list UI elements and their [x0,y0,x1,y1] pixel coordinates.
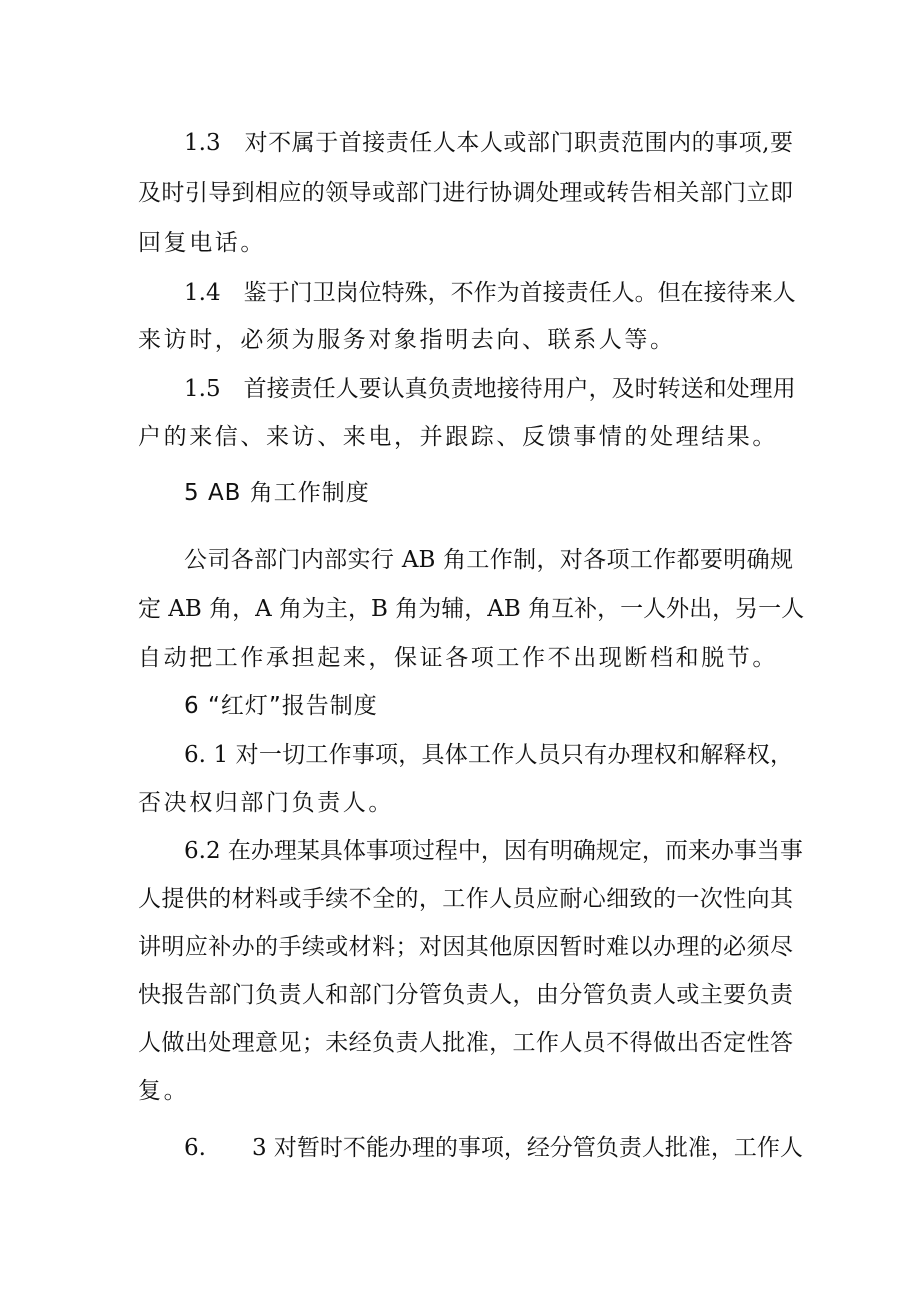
paragraph-1-4-line-2: 来访时，必须为服务对象指明去向、联系人等。 [138,327,676,353]
paragraph-5-line-3: 自动把工作承担起来，保证各项工作不出现断档和脱节。 [138,645,778,671]
paragraph-5-line-2: 定 AB 角，A 角为主，B 角为辅，AB 角互补，一人外出，另一人 [138,596,805,622]
paragraph-5-line-1: 公司各部门内部实行 AB 角工作制，对各项工作都要明确规 [184,547,793,573]
section-6-heading: 6 “红灯”报告制度 [184,693,378,719]
paragraph-6-2-line-1: 6.2 在办理某具体事项过程中，因有明确规定，而来办事当事 [184,838,803,864]
paragraph-1-3-line-1: 1.3 对不属于首接责任人本人或部门职责范围内的事项,要 [184,130,793,156]
paragraph-1-4-line-1: 1.4 鉴于门卫岗位特殊，不作为首接责任人。但在接待来人 [184,280,796,306]
paragraph-1-3-line-3: 回复电话。 [138,230,266,256]
paragraph-6-1-line-2: 否决权归部门负责人。 [138,790,394,816]
paragraph-6-2-line-6: 复。 [138,1078,190,1104]
paragraph-6-2-line-2: 人提供的材料或手续不全的，工作人员应耐心细致的一次性向其 [138,886,793,912]
paragraph-6-3-line-1: 6. 3 对暂时不能办理的事项，经分管负责人批准，工作人 [184,1135,803,1161]
paragraph-6-2-line-4: 快报告部门负责人和部门分管负责人，由分管负责人或主要负责 [138,982,793,1008]
paragraph-1-5-line-2: 户的来信、来访、来电，并跟踪、反馈事情的处理结果。 [138,424,778,450]
paragraph-6-1-line-1: 6. 1 对一切工作事项，具体工作人员只有办理权和解释权， [184,742,793,768]
paragraph-1-3-line-2: 及时引导到相应的领导或部门进行协调处理或转告相关部门立即 [138,180,793,206]
section-5-heading: 5 AB 角工作制度 [184,480,370,506]
paragraph-1-5-line-1: 1.5 首接责任人要认真负责地接待用户，及时转送和处理用 [184,376,796,402]
paragraph-6-2-line-3: 讲明应补办的手续或材料；对因其他原因暂时难以办理的必须尽 [138,934,793,960]
paragraph-6-2-line-5: 人做出处理意见；未经负责人批准，工作人员不得做出否定性答 [138,1030,793,1056]
